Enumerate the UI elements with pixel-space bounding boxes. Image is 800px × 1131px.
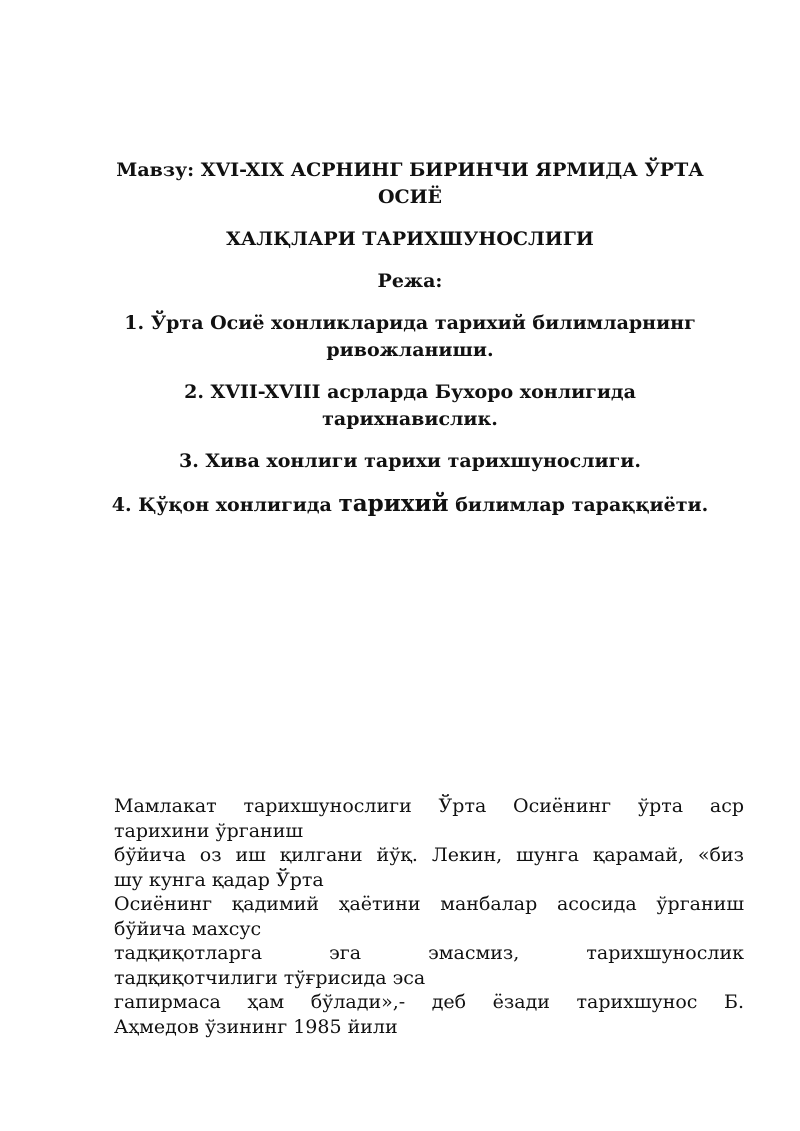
plan-item-2-line-2: тарихнавислик. <box>322 408 498 430</box>
topic-title <box>110 157 710 211</box>
body-line-7: тадқиқотларга эга эмасмиз, тарихшунослик <box>114 942 744 964</box>
body-line-6: бўйича махсус <box>114 917 262 940</box>
plan-item-3: 3. Хива хонлиги тарихи тарихшунослиги. <box>178 450 641 472</box>
body-line-10: Аҳмедов ўзининг 1985 йили <box>114 1015 398 1038</box>
plan-item-4-suffix: билимлар тараққиёти. <box>448 494 709 516</box>
body-line-2: тарихини ўрганиш <box>114 819 304 842</box>
plan-item-1-line-1: 1. Ўрта Осиё хонликларида тарихий билимларнинг <box>124 312 696 334</box>
plan-item-1-line-2: ривожланиши. <box>326 339 494 361</box>
body-line-4: шу кунга қадар Ўрта <box>114 868 324 891</box>
body-paragraph <box>114 794 744 1039</box>
body-line-3: бўйича оз иш қилгани йўқ. Лекин, шунга қарамай, «биз <box>114 844 744 866</box>
body-line-1: Мамлакат тарихшунослиги Ўрта Осиёнинг ўрта аср <box>114 795 744 817</box>
heading-block <box>110 157 710 534</box>
plan-item-2 <box>110 379 710 433</box>
plan-label: Режа: <box>377 270 443 292</box>
body-line-5: Осиёнинг қадимий ҳаётини манбалар асосида ўрганиш <box>114 893 744 915</box>
plan-item-1 <box>110 310 710 364</box>
plan-item-4-emphasis: тарихий <box>338 490 449 517</box>
body-line-9: гапирмаса ҳам бўлади»,- деб ёзади тарихшунос Б. <box>114 991 744 1013</box>
topic-line-2: ОСИЁ <box>377 186 443 208</box>
topic-subtitle: ХАЛҚЛАРИ ТАРИХШУНОСЛИГИ <box>226 228 594 250</box>
body-line-8: тадқиқотчилиги тўғрисида эса <box>114 966 426 989</box>
plan-item-4 <box>110 490 710 519</box>
topic-line-1: Мавзу: XVI-XIX АСРНИНГ БИРИНЧИ ЯРМИДА ЎРТА <box>116 159 704 181</box>
plan-item-4-prefix: 4. Қўқон хонлигида <box>111 494 339 516</box>
plan-item-2-line-1: 2. XVII-XVIII асрларда Бухоро хонлигида <box>184 381 636 403</box>
